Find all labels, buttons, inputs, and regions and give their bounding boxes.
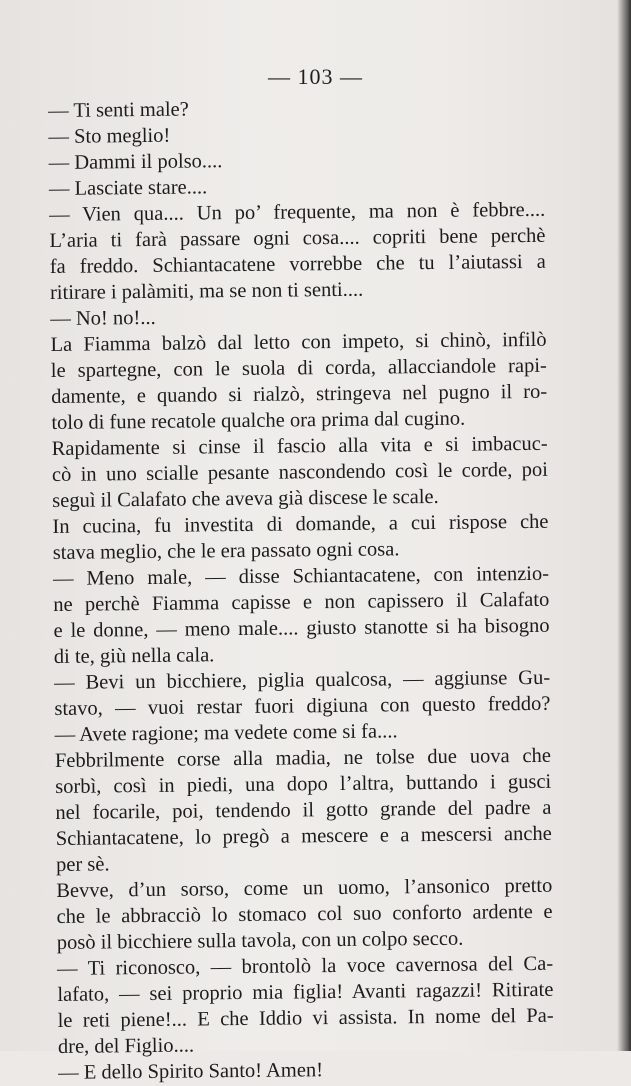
text-line: posò il bicchiere sulla tavola, con un colpo secco. xyxy=(56,927,464,954)
text-line: cò in uno scialle pesante nascondendo così le corde, poi xyxy=(51,458,549,486)
text-line: In cucina, fu investita di domande, a cui rispose che xyxy=(52,510,549,538)
text-line: stava meglio, che le era passato ogni cosa. xyxy=(52,538,400,564)
text-line: — E dello Spirito Santo! Amen! xyxy=(58,1059,324,1084)
text-line: Schiantacatene, lo pregò a mescere e a mescersi anche xyxy=(55,822,552,850)
text-line: damente, e quando si rialzò, stringeva nel pugno il ro- xyxy=(51,380,548,408)
text-line: sorbì, così in piedi, una dopo l’altra, buttando i gusci xyxy=(55,770,552,798)
text-line: tolo di fune recatole qualche ora prima dal cugino. xyxy=(51,407,466,434)
text-line: La Fiamma balzò dal letto con impeto, si chinò, infilò xyxy=(50,328,547,356)
text-line: — Ti riconosco, — brontolò la voce cavernosa del Ca- xyxy=(57,952,554,980)
text-line: stavo, — vuoi restar fuori digiuna con questo freddo? xyxy=(54,692,551,720)
text-line: — Bevi un bicchiere, piglia qualcosa, — aggiunse Gu- xyxy=(54,666,551,694)
body-text xyxy=(48,93,554,1086)
text-line: dre, del Figlio.... xyxy=(57,1034,195,1058)
page-edge-shadow xyxy=(617,0,631,1051)
text-line: — Sto meglio! xyxy=(48,124,171,148)
text-line: Febbrilmente corse alla madia, ne tolse due uova che xyxy=(54,744,552,772)
text-line: ritirare i palàmiti, ma se non ti senti.... xyxy=(49,278,364,304)
text-line: — Avete ragione; ma vedete come si fa.... xyxy=(54,720,398,746)
text-line: che le abbracciò lo stomaco col suo conforto ardente e xyxy=(56,900,553,928)
text-line: Bevve, d’un sorso, come un uomo, l’ansonico pretto xyxy=(56,874,553,902)
text-line: per sè. xyxy=(55,853,110,876)
text-line: di te, giù nella cala. xyxy=(53,644,215,668)
text-line: L’aria ti farà passare ogni cosa.... copriti bene perchè xyxy=(49,224,546,252)
text-line: — Lasciate stare.... xyxy=(48,176,208,200)
text-line: Rapidamente si cinse il fascio alla vita e si imbacuc- xyxy=(51,432,548,460)
text-line: e le donne, — meno male.... giusto stanotte si ha bisogno xyxy=(53,614,550,642)
text-line: lafato, — sei proprio mia figlia! Avanti ragazzi! Ritirate xyxy=(57,978,554,1006)
text-line: le spartegne, con le suola di corda, allacciandole rapi- xyxy=(50,354,547,382)
text-line: ne perchè Fiamma capisse e non capissero il Calafato xyxy=(53,588,550,616)
text-line: seguì il Calafato che aveva già discese le scale. xyxy=(52,485,439,512)
text-line: — Meno male, — disse Schiantacatene, con intenzio- xyxy=(52,562,550,590)
text-line: — Vien qua.... Un po’ frequente, ma non è febbre.... xyxy=(49,198,546,226)
text-line: le reti piene!... E che Iddio vi assista. In nome del Pa- xyxy=(57,1004,554,1032)
text-line: — No! no!... xyxy=(50,306,156,330)
text-line: fa freddo. Schiantacatene vorrebbe che tu l’aiutassi a xyxy=(49,250,546,278)
text-line: — Dammi il polso.... xyxy=(48,150,223,174)
page-number: — 103 — xyxy=(268,64,363,89)
text-line: nel focarile, poi, tendendo il gotto grande del padre a xyxy=(55,796,552,824)
text-line: — Ti senti male? xyxy=(48,98,189,122)
